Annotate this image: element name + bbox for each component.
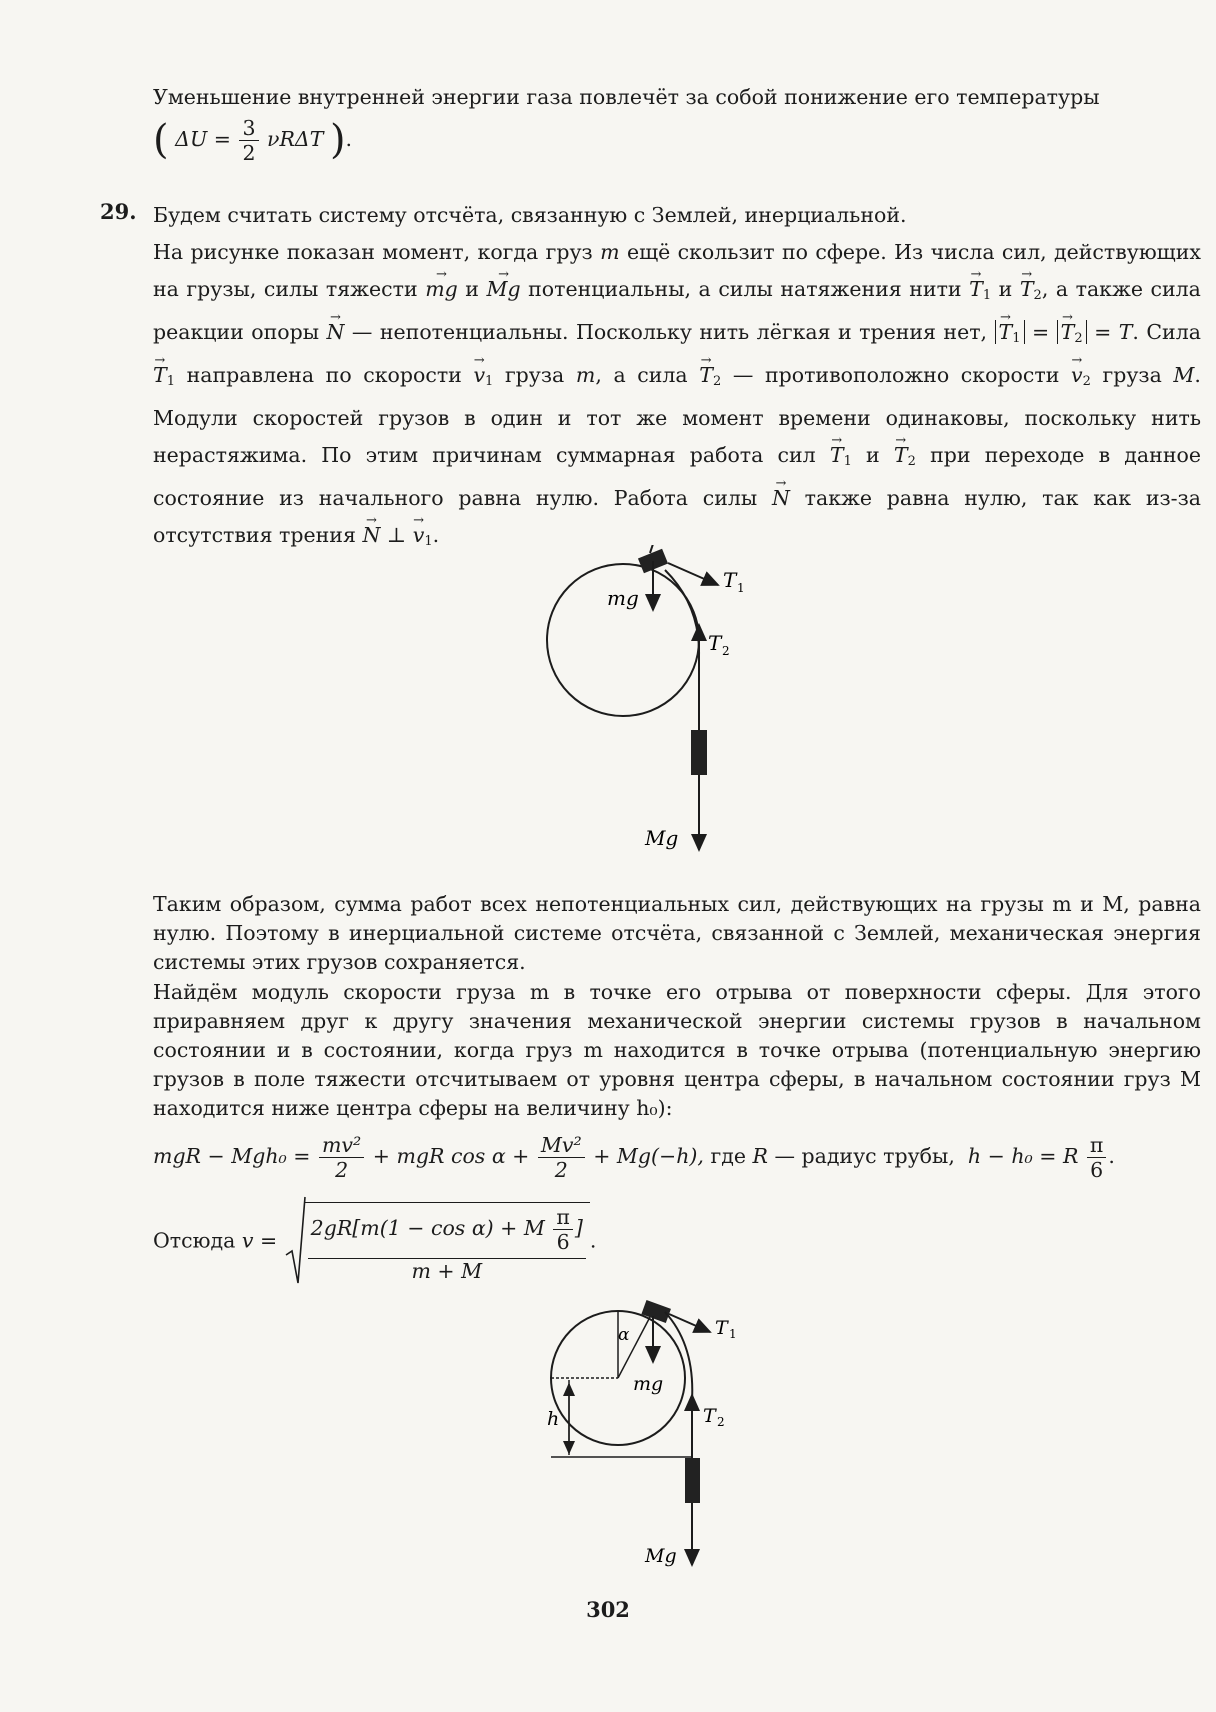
label-mg: mg <box>633 1373 664 1395</box>
label-T1: T <box>715 1317 728 1339</box>
paragraph-separation-point: Найдём модуль скорости груза m в точке его отрыва от поверхности сферы. Для этого приравняем друг к другу значения механической энергии системы грузов в начальном состоянии и в состоянии, когда груз m находится в точке отрыва (потенциальную энергию грузов в поле тяжести отсчитываем от уровня центра сферы, в начальном состоянии груз M находится ниже центра сферы на величину h₀): <box>153 980 1201 1120</box>
svg-text:1: 1 <box>737 581 745 595</box>
svg-text:1: 1 <box>729 1327 737 1341</box>
large-mass-block <box>685 1458 700 1503</box>
label-Mg: Mg <box>645 1545 677 1567</box>
label-h: h <box>547 1408 560 1430</box>
label-mg: mg <box>607 586 639 610</box>
fraction-3-2: $\frac{3}{2}$ <box>239 116 258 165</box>
label-alpha: α <box>618 1325 630 1345</box>
label-T2: T <box>708 631 722 655</box>
problem-number: 29. <box>100 199 137 224</box>
label-T1: T <box>723 568 737 592</box>
paragraph-conservation: Таким образом, сумма работ всех непотенциальных сил, действующих на грузы m и M, равна нулю. Поэтому в инерциальной системе отсчёта, связанной с Землей, механическая энергия системы этих грузов сохраняется. <box>153 892 1201 974</box>
label-T2: T <box>703 1405 716 1427</box>
formula-rhs: νRΔT <box>267 127 324 151</box>
page-number: 302 <box>586 1597 630 1622</box>
formula-lhs: ΔU = <box>175 127 231 151</box>
diagram-sphere-separation <box>545 1300 785 1575</box>
intro-paragraph: Уменьшение внутренней энергии газа повлечёт за собой понижение его температуры ( ΔU = $\frac{3}{2}$ νRΔT ). <box>153 85 1100 165</box>
equation-speed-result: Отсюда v = 2gR[m(1 − cos α) + M $\frac{\pi}{6}$ ] m + M . <box>153 1195 1201 1289</box>
large-mass-block <box>691 730 707 775</box>
svg-text:2: 2 <box>717 1415 725 1429</box>
label-Mg: Mg <box>645 826 679 850</box>
sqrt-expression: 2gR[m(1 − cos α) + M $\frac{\pi}{6}$ ] m + M <box>284 1195 590 1289</box>
svg-text:2: 2 <box>722 644 730 658</box>
tension-T1-arrow <box>669 1314 710 1332</box>
sqrt-sign <box>284 1195 306 1289</box>
equation-energy-balance: mgR − Mgh₀ = $\frac{\text{mv²}}{2}$ + mgR cos α + $\frac{\text{Mv²}}{2}$ + Mg(−h), где R — радиус трубы, h − h₀ = R $\frac{\pi}{6}$ . <box>153 1133 1115 1182</box>
small-mass-block <box>641 1300 671 1323</box>
diagram-sphere-sliding <box>540 545 800 865</box>
problem-29-paragraph: Будем считать систему отсчёта, связанную с Землей, инерциальной. На рисунке показан момент, когда груз m ещё скользит по сфере. Из числа сил, действующих на грузы, силы тяжести → mg и → Mg потенциальны, а силы натяжения нити → $T_1$ $и \to T_2$, а также сила реакции опоры → N — непотенциальны. Поскольку нить лёгкая и трения нет, → $T_1$ = → $T_2 = T$. Сила → $T_1$ направлена по скорости → $v_1$ груза m, а сила → $T_2$ — противоположно скорости → $v_2$ груза M. Модули скоростей грузов в один и тот же момент времени одинаковы, поскольку нить нерастяжима. По этим причинам суммарная работа сил → $T_1$ $и \to T_2$ при переходе в данное состояние из начального равна нулю. Работа силы → N также равна нулю, так как из-за отсутствия трения → N ⊥ → $v_1$. <box>153 197 1201 560</box>
